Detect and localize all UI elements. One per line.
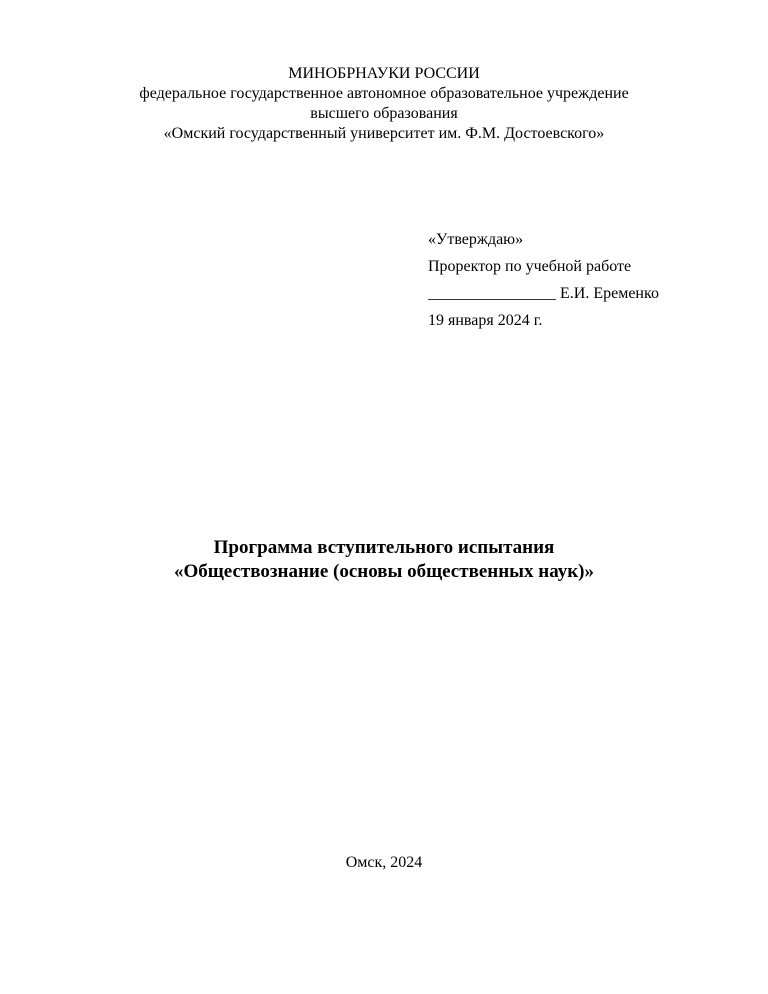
title-line2: «Обществознание (основы общественных наук)» (173, 561, 595, 582)
university-name: «Омский государственный университет им. Ф.М. Достоевского» (163, 125, 605, 142)
document-title (0, 536, 768, 584)
approval-date: 19 января 2024 г. (428, 312, 543, 329)
approve-word: «Утверждаю» (428, 231, 524, 248)
signature-line: ________________ Е.И. Еременко (428, 285, 659, 302)
document-header (0, 64, 768, 144)
approval-block (428, 230, 659, 338)
place-and-year: Омск, 2024 (345, 854, 423, 871)
approver-position: Проректор по учебной работе (428, 258, 632, 275)
institution-type-line1: федеральное государственное автономное образовательное учреждение (139, 85, 629, 102)
ministry-name: МИНОБРНАУКИ РОССИИ (288, 65, 480, 82)
institution-type-line2: высшего образования (310, 105, 458, 122)
title-line1: Программа вступительного испытания (213, 537, 555, 558)
